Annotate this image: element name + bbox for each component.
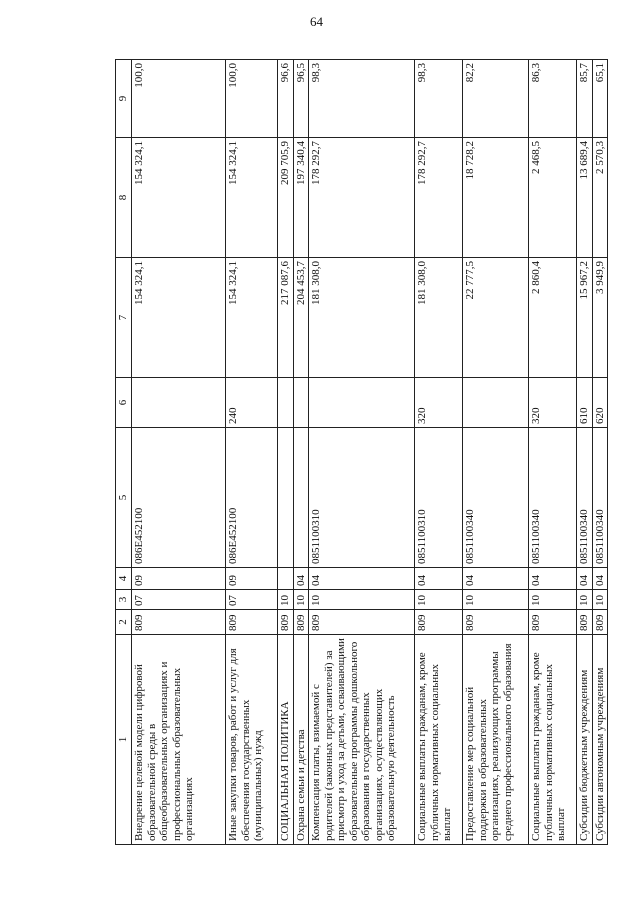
cell-section: 10 bbox=[529, 590, 577, 610]
cell-percent: 98,3 bbox=[309, 60, 415, 138]
cell-fact: 18 728,2 bbox=[463, 138, 529, 258]
cell-fact: 154 324,1 bbox=[226, 138, 278, 258]
cell-plan: 22 777,5 bbox=[463, 258, 529, 378]
header-cell: 1 bbox=[116, 635, 132, 845]
table-row bbox=[463, 60, 529, 845]
cell-percent: 86,3 bbox=[529, 60, 577, 138]
cell-fact: 197 340,4 bbox=[293, 138, 309, 258]
cell-type bbox=[278, 378, 294, 428]
cell-section: 10 bbox=[415, 590, 463, 610]
header-cell: 7 bbox=[116, 258, 132, 378]
cell-target: 086Е452100 bbox=[132, 428, 226, 568]
row-name: Внедрение целевой модели цифровой образовательной среды в общеобразовательных организациях и профессиональных образовательных организациях bbox=[132, 635, 226, 845]
cell-type: 320 bbox=[415, 378, 463, 428]
cell-type: 320 bbox=[529, 378, 577, 428]
cell-target: 0851100340 bbox=[529, 428, 577, 568]
cell-code: 809 bbox=[278, 610, 294, 635]
row-name: Субсидии бюджетным учреждениям bbox=[577, 635, 593, 845]
cell-type bbox=[293, 378, 309, 428]
table-row bbox=[577, 60, 593, 845]
cell-plan: 2 860,4 bbox=[529, 258, 577, 378]
cell-plan: 3 949,9 bbox=[592, 258, 608, 378]
cell-fact: 178 292,7 bbox=[309, 138, 415, 258]
cell-code: 809 bbox=[132, 610, 226, 635]
cell-target: 086Е452100 bbox=[226, 428, 278, 568]
header-cell: 8 bbox=[116, 138, 132, 258]
header-cell: 3 bbox=[116, 590, 132, 610]
cell-type bbox=[463, 378, 529, 428]
table-row bbox=[293, 60, 309, 845]
cell-code: 809 bbox=[529, 610, 577, 635]
cell-subsection: 04 bbox=[463, 568, 529, 590]
cell-target: 0851100310 bbox=[415, 428, 463, 568]
header-cell: 6 bbox=[116, 378, 132, 428]
cell-plan: 15 967,2 bbox=[577, 258, 593, 378]
cell-subsection: 04 bbox=[529, 568, 577, 590]
table-row bbox=[415, 60, 463, 845]
row-name: Предоставление мер социальной поддержки в образовательных организациях, реализующих программы среднего профессионального образования bbox=[463, 635, 529, 845]
cell-percent: 96,5 bbox=[293, 60, 309, 138]
table-row bbox=[226, 60, 278, 845]
cell-section: 10 bbox=[577, 590, 593, 610]
cell-section: 10 bbox=[278, 590, 294, 610]
cell-section: 10 bbox=[463, 590, 529, 610]
row-name: СОЦИАЛЬНАЯ ПОЛИТИКА bbox=[278, 635, 294, 845]
table-row bbox=[132, 60, 226, 845]
budget-table bbox=[115, 59, 608, 845]
cell-code: 809 bbox=[415, 610, 463, 635]
header-cell: 2 bbox=[116, 610, 132, 635]
cell-code: 809 bbox=[463, 610, 529, 635]
cell-subsection: 04 bbox=[309, 568, 415, 590]
cell-target: 0851100340 bbox=[463, 428, 529, 568]
cell-type bbox=[309, 378, 415, 428]
cell-type bbox=[132, 378, 226, 428]
cell-plan: 154 324,1 bbox=[132, 258, 226, 378]
cell-subsection: 09 bbox=[132, 568, 226, 590]
cell-type: 610 bbox=[577, 378, 593, 428]
cell-subsection: 04 bbox=[592, 568, 608, 590]
table-row bbox=[309, 60, 415, 845]
cell-percent: 85,7 bbox=[577, 60, 593, 138]
cell-section: 10 bbox=[293, 590, 309, 610]
cell-percent: 100,0 bbox=[226, 60, 278, 138]
header-cell: 4 bbox=[116, 568, 132, 590]
cell-section: 10 bbox=[592, 590, 608, 610]
header-cell: 9 bbox=[116, 60, 132, 138]
cell-code: 809 bbox=[577, 610, 593, 635]
cell-target bbox=[293, 428, 309, 568]
cell-percent: 65,1 bbox=[592, 60, 608, 138]
cell-fact: 209 705,9 bbox=[278, 138, 294, 258]
cell-fact: 2 468,5 bbox=[529, 138, 577, 258]
cell-type: 620 bbox=[592, 378, 608, 428]
cell-target: 0851100310 bbox=[309, 428, 415, 568]
cell-plan: 181 308,0 bbox=[415, 258, 463, 378]
row-name: Субсидии автономным учреждениям bbox=[592, 635, 608, 845]
header-cell: 5 bbox=[116, 428, 132, 568]
row-name: Иные закупки товаров, работ и услуг для обеспечения государственных (муниципальных) нужд bbox=[226, 635, 278, 845]
row-name: Охрана семьи и детства bbox=[293, 635, 309, 845]
cell-fact: 2 570,3 bbox=[592, 138, 608, 258]
cell-percent: 96,6 bbox=[278, 60, 294, 138]
table-row bbox=[278, 60, 294, 845]
row-name: Социальные выплаты гражданам, кроме публичных нормативных социальных выплат bbox=[529, 635, 577, 845]
cell-plan: 154 324,1 bbox=[226, 258, 278, 378]
cell-code: 809 bbox=[226, 610, 278, 635]
cell-type: 240 bbox=[226, 378, 278, 428]
cell-code: 809 bbox=[309, 610, 415, 635]
cell-percent: 100,0 bbox=[132, 60, 226, 138]
cell-subsection: 04 bbox=[293, 568, 309, 590]
row-name: Компенсация платы, взимаемой с родителей (законных представителей) за присмотр и уход за детьми, осваивающими образовательные программы дошкольного образования в государственных организациях, осуществляющих образовательную деятельность bbox=[309, 635, 415, 845]
cell-subsection: 04 bbox=[577, 568, 593, 590]
cell-percent: 98,3 bbox=[415, 60, 463, 138]
cell-subsection: 04 bbox=[415, 568, 463, 590]
cell-section: 07 bbox=[226, 590, 278, 610]
cell-subsection bbox=[278, 568, 294, 590]
cell-section: 07 bbox=[132, 590, 226, 610]
cell-target: 0851100340 bbox=[577, 428, 593, 568]
page-number: 64 bbox=[310, 14, 323, 29]
rotated-table-container bbox=[115, 60, 606, 845]
cell-subsection: 09 bbox=[226, 568, 278, 590]
cell-target bbox=[278, 428, 294, 568]
table-row bbox=[592, 60, 608, 845]
cell-plan: 204 453,7 bbox=[293, 258, 309, 378]
row-name: Социальные выплаты гражданам, кроме публичных нормативных социальных выплат bbox=[415, 635, 463, 845]
cell-section: 10 bbox=[309, 590, 415, 610]
cell-code: 809 bbox=[293, 610, 309, 635]
cell-plan: 217 087,6 bbox=[278, 258, 294, 378]
cell-target: 0851100340 bbox=[592, 428, 608, 568]
cell-fact: 154 324,1 bbox=[132, 138, 226, 258]
cell-fact: 13 689,4 bbox=[577, 138, 593, 258]
table-row bbox=[529, 60, 577, 845]
cell-percent: 82,2 bbox=[463, 60, 529, 138]
cell-plan: 181 308,0 bbox=[309, 258, 415, 378]
table-header-row bbox=[116, 60, 132, 845]
cell-code: 809 bbox=[592, 610, 608, 635]
cell-fact: 178 292,7 bbox=[415, 138, 463, 258]
